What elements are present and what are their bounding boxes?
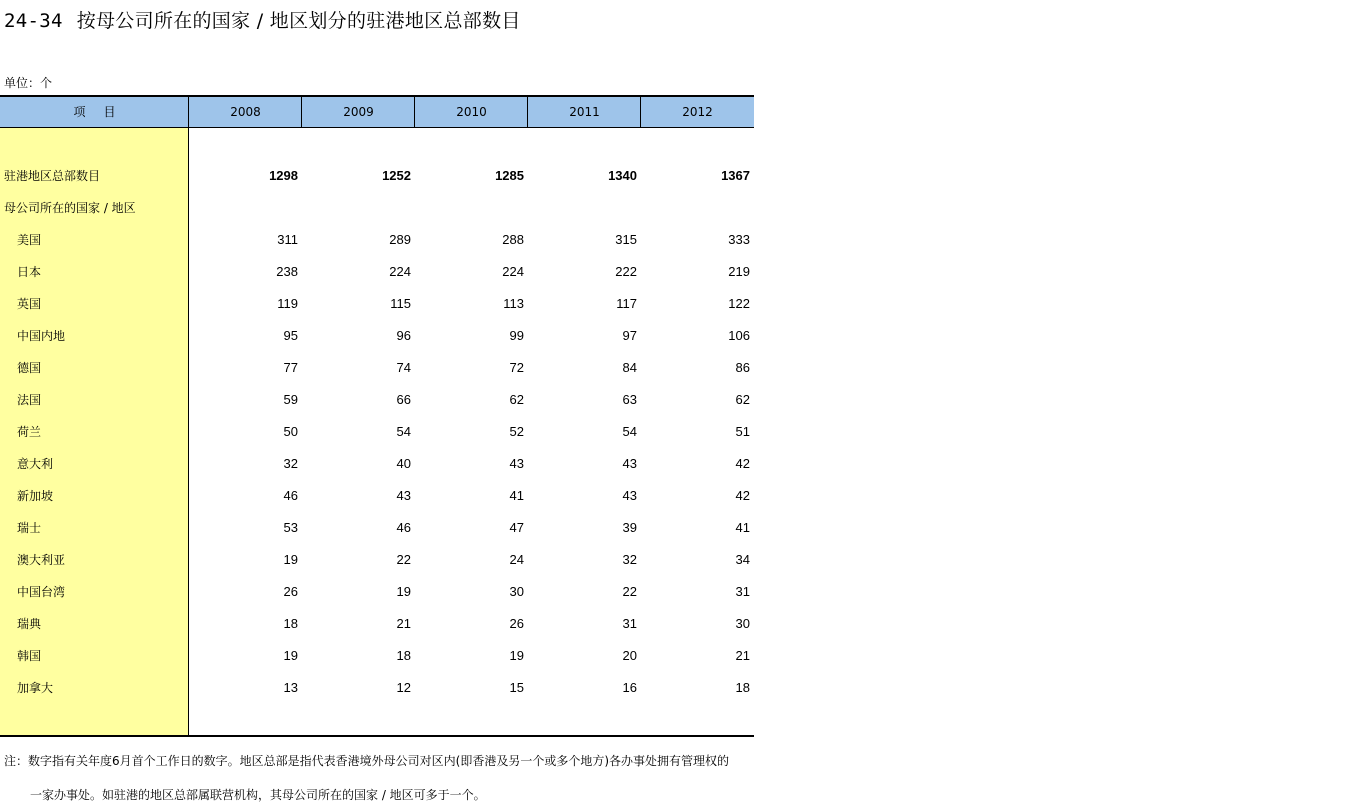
header-year: 2012	[682, 105, 713, 119]
cell-value: 119	[277, 296, 298, 311]
cell-value: 95	[283, 328, 298, 343]
table-number: 24-34	[4, 10, 63, 32]
cell-value: 72	[509, 360, 524, 375]
footnote-line: 一家办事处。如驻港的地区总部属联营机构，其母公司所在的国家 / 地区可多于一个。	[30, 788, 486, 802]
cell-value: 1367	[721, 168, 750, 183]
header-year: 2011	[569, 105, 600, 119]
cell-value: 43	[622, 488, 637, 503]
cell-value: 15	[509, 680, 524, 695]
cell-value: 219	[728, 264, 750, 279]
cell-value: 24	[509, 552, 524, 567]
cell-value: 39	[622, 520, 637, 535]
header-divider	[640, 95, 641, 128]
table-row	[0, 358, 754, 378]
cell-value: 222	[615, 264, 637, 279]
cell-value: 46	[283, 488, 298, 503]
row-label: 瑞士	[17, 521, 42, 535]
cell-value: 333	[728, 232, 750, 247]
table-row	[0, 294, 754, 314]
cell-value: 46	[396, 520, 411, 535]
cell-value: 311	[277, 232, 298, 247]
unit-label: 单位：个	[4, 76, 53, 90]
header-divider	[188, 95, 189, 129]
cell-value: 99	[509, 328, 524, 343]
cell-value: 19	[283, 648, 298, 663]
cell-value: 34	[735, 552, 750, 567]
header-item-label: 项目	[73, 105, 134, 119]
table-title: 按母公司所在的国家 / 地区划分的驻港地区总部数目	[76, 10, 521, 32]
row-label: 韩国	[17, 649, 42, 663]
cell-value: 43	[396, 488, 411, 503]
cell-value: 19	[283, 552, 298, 567]
cell-value: 30	[509, 584, 524, 599]
cell-value: 21	[735, 648, 750, 663]
page-title	[4, 6, 521, 33]
cell-value: 31	[622, 616, 637, 631]
table-row	[0, 262, 754, 282]
row-label: 澳大利亚	[17, 553, 66, 567]
cell-value: 54	[396, 424, 411, 439]
cell-value: 31	[735, 584, 750, 599]
row-label: 驻港地区总部数目	[4, 169, 101, 183]
cell-value: 40	[396, 456, 411, 471]
cell-value: 1285	[495, 168, 524, 183]
table-row	[0, 486, 754, 506]
cell-value: 32	[622, 552, 637, 567]
cell-value: 86	[735, 360, 750, 375]
row-label: 德国	[17, 361, 42, 375]
cell-value: 30	[735, 616, 750, 631]
header-divider	[527, 95, 528, 128]
cell-value: 18	[283, 616, 298, 631]
row-label: 美国	[17, 233, 42, 247]
table-row	[0, 518, 754, 538]
header-year: 2009	[343, 105, 374, 119]
table-row	[0, 230, 754, 250]
cell-value: 74	[396, 360, 411, 375]
data-table	[0, 95, 754, 737]
cell-value: 63	[622, 392, 637, 407]
table-row	[0, 422, 754, 442]
cell-value: 289	[389, 232, 411, 247]
header-year: 2008	[230, 105, 261, 119]
table-row	[0, 550, 754, 570]
cell-value: 22	[622, 584, 637, 599]
table-row	[0, 678, 754, 698]
row-label: 法国	[17, 393, 42, 407]
cell-value: 115	[390, 296, 411, 311]
cell-value: 41	[735, 520, 750, 535]
row-label: 中国台湾	[17, 585, 66, 599]
row-label: 日本	[17, 265, 42, 279]
cell-value: 122	[728, 296, 750, 311]
cell-value: 20	[622, 648, 637, 663]
row-label: 加拿大	[17, 681, 54, 695]
cell-value: 52	[509, 424, 524, 439]
cell-value: 62	[509, 392, 524, 407]
cell-value: 26	[509, 616, 524, 631]
cell-value: 62	[735, 392, 750, 407]
cell-value: 288	[502, 232, 524, 247]
table-row	[0, 614, 754, 634]
cell-value: 117	[616, 296, 637, 311]
cell-value: 12	[396, 680, 411, 695]
table-row	[0, 326, 754, 346]
cell-value: 51	[735, 424, 750, 439]
section-label: 母公司所在的国家 / 地区	[4, 201, 136, 215]
cell-value: 224	[389, 264, 411, 279]
row-label: 新加坡	[17, 489, 54, 503]
header-divider	[301, 95, 302, 128]
cell-value: 32	[283, 456, 298, 471]
cell-value: 41	[509, 488, 524, 503]
cell-value: 42	[735, 488, 750, 503]
cell-value: 59	[283, 392, 298, 407]
header-divider	[414, 95, 415, 128]
cell-value: 19	[396, 584, 411, 599]
cell-value: 1298	[269, 168, 298, 183]
cell-value: 315	[615, 232, 637, 247]
row-label: 荷兰	[17, 425, 42, 439]
cell-value: 84	[622, 360, 637, 375]
cell-value: 238	[276, 264, 298, 279]
table-row	[0, 646, 754, 666]
cell-value: 54	[622, 424, 637, 439]
table-row	[0, 454, 754, 474]
cell-value: 19	[509, 648, 524, 663]
cell-value: 13	[283, 680, 298, 695]
cell-value: 18	[396, 648, 411, 663]
cell-value: 42	[735, 456, 750, 471]
table-row	[0, 390, 754, 410]
table-bottom-rule	[0, 735, 754, 737]
cell-value: 26	[283, 584, 298, 599]
cell-value: 18	[735, 680, 750, 695]
cell-value: 96	[396, 328, 411, 343]
cell-value: 1252	[382, 168, 411, 183]
footnote-line: 注：数字指有关年度6月首个工作日的数字。地区总部是指代表香港境外母公司对区内(即香港及另一个或多个地方)各办事处拥有管理权的	[4, 754, 730, 768]
cell-value: 53	[283, 520, 298, 535]
row-label: 意大利	[17, 457, 54, 471]
cell-value: 1340	[608, 168, 637, 183]
total-row	[0, 166, 754, 186]
section-row	[0, 198, 754, 218]
cell-value: 66	[396, 392, 411, 407]
row-label: 中国内地	[17, 329, 66, 343]
cell-value: 22	[396, 552, 411, 567]
header-year: 2010	[456, 105, 487, 119]
cell-value: 43	[509, 456, 524, 471]
cell-value: 106	[728, 328, 750, 343]
cell-value: 21	[396, 616, 411, 631]
cell-value: 77	[283, 360, 298, 375]
cell-value: 113	[503, 296, 524, 311]
row-label: 英国	[17, 297, 42, 311]
cell-value: 43	[622, 456, 637, 471]
table-row	[0, 582, 754, 602]
row-label: 瑞典	[17, 617, 42, 631]
cell-value: 16	[622, 680, 637, 695]
cell-value: 50	[283, 424, 298, 439]
cell-value: 97	[622, 328, 637, 343]
cell-value: 224	[502, 264, 524, 279]
cell-value: 47	[509, 520, 524, 535]
